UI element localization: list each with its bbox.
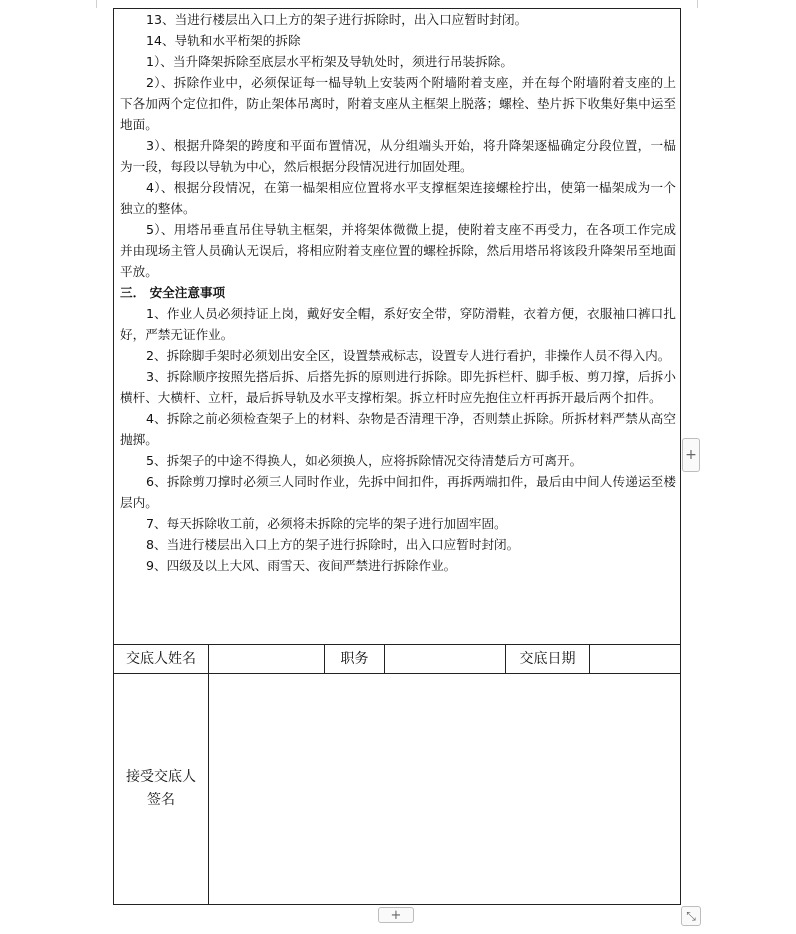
table-resize-handle[interactable] [681, 906, 701, 926]
section-heading: 三． 安全注意事项 [120, 285, 226, 300]
receiver-label-line1: 接受交底人 [126, 769, 196, 785]
paragraph: 14、导轨和水平桁架的拆除 [146, 33, 301, 48]
paragraph: 13、当进行楼层出入口上方的架子进行拆除时，出入口应暂时封闭。 [146, 12, 528, 27]
plus-icon: + [390, 907, 402, 923]
paragraph: 9、四级及以上大风、雨雪天、夜间严禁进行拆除作业。 [146, 558, 457, 573]
disclosure-table [113, 8, 681, 905]
paragraph: 3）、根据升降架的跨度和平面布置情况，从分组端头开始，将升降架逐榀确定分段位置，一榀为一段，每段以导轨为中心，然后根据分段情况进行加固处理。 [120, 138, 676, 174]
sign-row [114, 645, 680, 674]
paragraph: 1）、当升降架拆除至底层水平桁架及导轨处时，须进行吊装拆除。 [146, 54, 513, 69]
receiver-signature-field[interactable] [209, 674, 680, 904]
paragraph: 2、拆除脚手架时必须划出安全区，设置禁戒标志，设置专人进行看护，非操作人员不得入内。 [146, 348, 671, 363]
date-field[interactable] [590, 645, 680, 673]
receiver-signature-label [114, 674, 209, 904]
presenter-name-field[interactable] [209, 645, 325, 673]
resize-icon: ⤡ [686, 908, 696, 923]
presenter-name-label: 交底人姓名 [114, 645, 209, 673]
position-field[interactable] [385, 645, 506, 673]
add-column-button[interactable] [682, 438, 700, 472]
paragraph: 5）、用塔吊垂直吊住导轨主框架，并将架体微微上提，使附着支座不再受力，在各项工作完成并由现场主管人员确认无误后，将相应附着支座位置的螺栓拆除，然后用塔吊将该段升降架吊至地面平放。 [120, 222, 676, 279]
date-label: 交底日期 [506, 645, 590, 673]
paragraph: 5、拆架子的中途不得换人，如必须换人，应将拆除情况交待清楚后方可离开。 [146, 453, 583, 468]
page-edge-left [96, 0, 97, 8]
paragraph: 6、拆除剪刀撑时必须三人同时作业，先拆中间扣件，再拆两端扣件，最后由中间人传递运至楼层内。 [120, 474, 676, 510]
plus-icon: + [685, 447, 697, 463]
receive-row [114, 674, 680, 904]
paragraph: 4）、根据分段情况，在第一榀架相应位置将水平支撑框架连接螺栓拧出，使第一榀架成为一个独立的整体。 [120, 180, 676, 216]
paragraph: 8、当进行楼层出入口上方的架子进行拆除时，出入口应暂时封闭。 [146, 537, 520, 552]
paragraph: 3、拆除顺序按照先搭后拆、后搭先拆的原则进行拆除。即先拆栏杆、脚手板、剪刀撑，后拆小横杆、大横杆、立杆，最后拆导轨及水平支撑桁架。拆立杆时应先抱住立杆再拆开最后两个扣件。 [120, 369, 676, 405]
paragraph: 7、每天拆除收工前，必须将未拆除的完毕的架子进行加固牢固。 [146, 516, 507, 531]
paragraph: 1、作业人员必须持证上岗，戴好安全帽，系好安全带，穿防滑鞋，衣着方便，衣服袖口裤口扎好，严禁无证作业。 [120, 306, 676, 342]
position-label: 职务 [325, 645, 385, 673]
add-row-button[interactable] [378, 907, 414, 923]
receiver-label-line2: 签名 [147, 792, 175, 808]
paragraph: 2）、拆除作业中，必须保证每一榀导轨上安装两个附墙附着支座，并在每个附墙附着支座的上下各加两个定位扣件，防止架体吊离时，附着支座从主框架上脱落；螺栓、垫片拆下收集好集中运至地面。 [120, 75, 676, 132]
page-edge-right [697, 0, 698, 8]
content-cell[interactable] [114, 9, 680, 645]
paragraph: 4、拆除之前必须检查架子上的材料、杂物是否清理干净，否则禁止拆除。所拆材料严禁从高空抛掷。 [120, 411, 676, 447]
